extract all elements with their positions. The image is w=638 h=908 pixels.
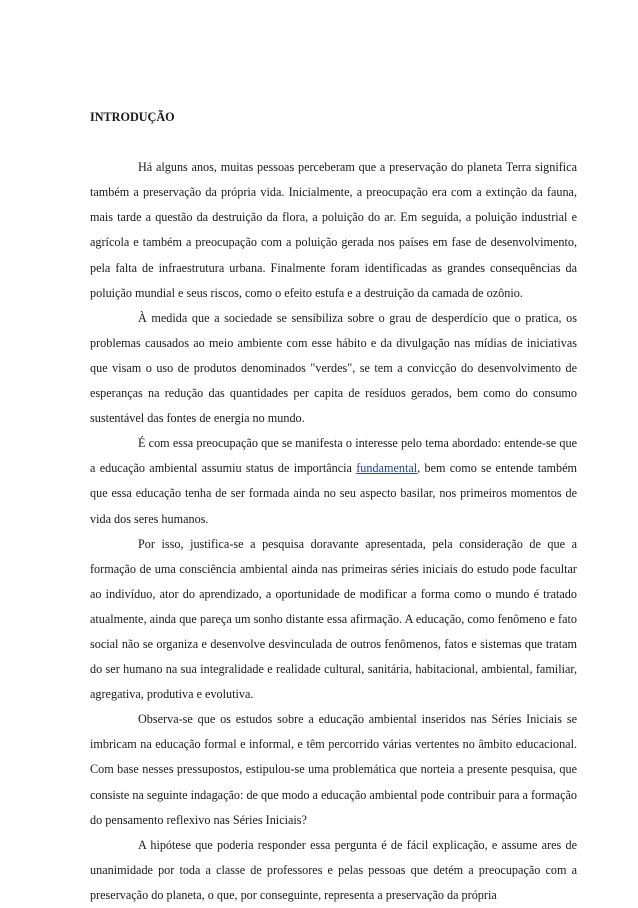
document-body [90,105,577,908]
paragraph-3-text-after: , bem como se entende também que essa educação tenha de ser formada ainda no seu aspecto basilar, nos primeiros momentos de vida dos seres humanos. [90,461,577,526]
paragraph-5: Observa-se que os estudos sobre a educação ambiental inseridos nas Séries Iniciais se imbricam na educação formal e informal, e têm percorrido várias vertentes no âmbito educacional. Com base nesses pressupostos, estipulou-se uma problemática que norteia a presente pesquisa, que consiste na seguinte indagação: de que modo a educação ambiental pode contribuir para a formação do pensamento reflexivo nas Séries Iniciais? [90,712,577,827]
paragraph-1: Há alguns anos, muitas pessoas perceberam que a preservação do planeta Terra significa também a preservação da própria vida. Inicialmente, a preocupação era com a extinção da fauna, mais tarde a questão da destruição da flora, a poluição do ar. Em seguida, a poluição industrial e agrícola e também a preocupação com a poluição gerada nos países em fase de desenvolvimento, pela falta de infraestrutura urbana. Finalmente foram identificadas as grandes consequências da poluição mundial e seus riscos, como o efeito estufa e a destruição da camada de ozônio. [90,160,577,300]
heading-spacer [90,130,577,155]
paragraph-3 [90,431,577,531]
paragraph-6: A hipótese que poderia responder essa pergunta é de fácil explicação, e assume ares de unanimidade por toda a classe de professores e pelas pessoas que detém a preocupação com a preservação do planeta, o que, por conseguinte, representa a preservação da própria [90,837,577,902]
paragraph-4: Por isso, justifica-se a pesquisa doravante apresentada, pela consideração de que a formação de uma consciência ambiental ainda nas primeiras séries iniciais do estudo pode facultar ao indivíduo, ator do aprendizado, a oportunidade de modificar a forma como o mundo é tratado atualmente, ainda que pareça um sonho distante essa afirmação. A educação, como fenômeno e fato social não se organiza e desenvolve desvinculada de outros fenômenos, fatos e sistemas que tratam do ser humano na sua integralidade e realidade cultural, sanitária, habitacional, ambiental, familiar, agregativa, produtiva e evolutiva. [90,536,577,702]
paragraph-2: À medida que a sociedade se sensibiliza sobre o grau de desperdício que o pratica, os problemas causados ao meio ambiente com esse hábito e da divulgação nas mídias de iniciativas que visam o uso de produtos denominados "verdes", se tem a convicção do desenvolvimento de esperanças na redução das quantidades per capita de resíduos gerados, bem como do consumo sustentável das fontes de energia no mundo. [90,310,577,426]
section-heading: INTRODUÇÃO [90,110,175,124]
fundamental-link[interactable]: fundamental [356,461,418,476]
paragraph-3-text-before: É com essa preocupação que se manifesta o interesse pelo tema abordado: entende-se que a educação ambiental assumiu status de importância [90,436,577,476]
